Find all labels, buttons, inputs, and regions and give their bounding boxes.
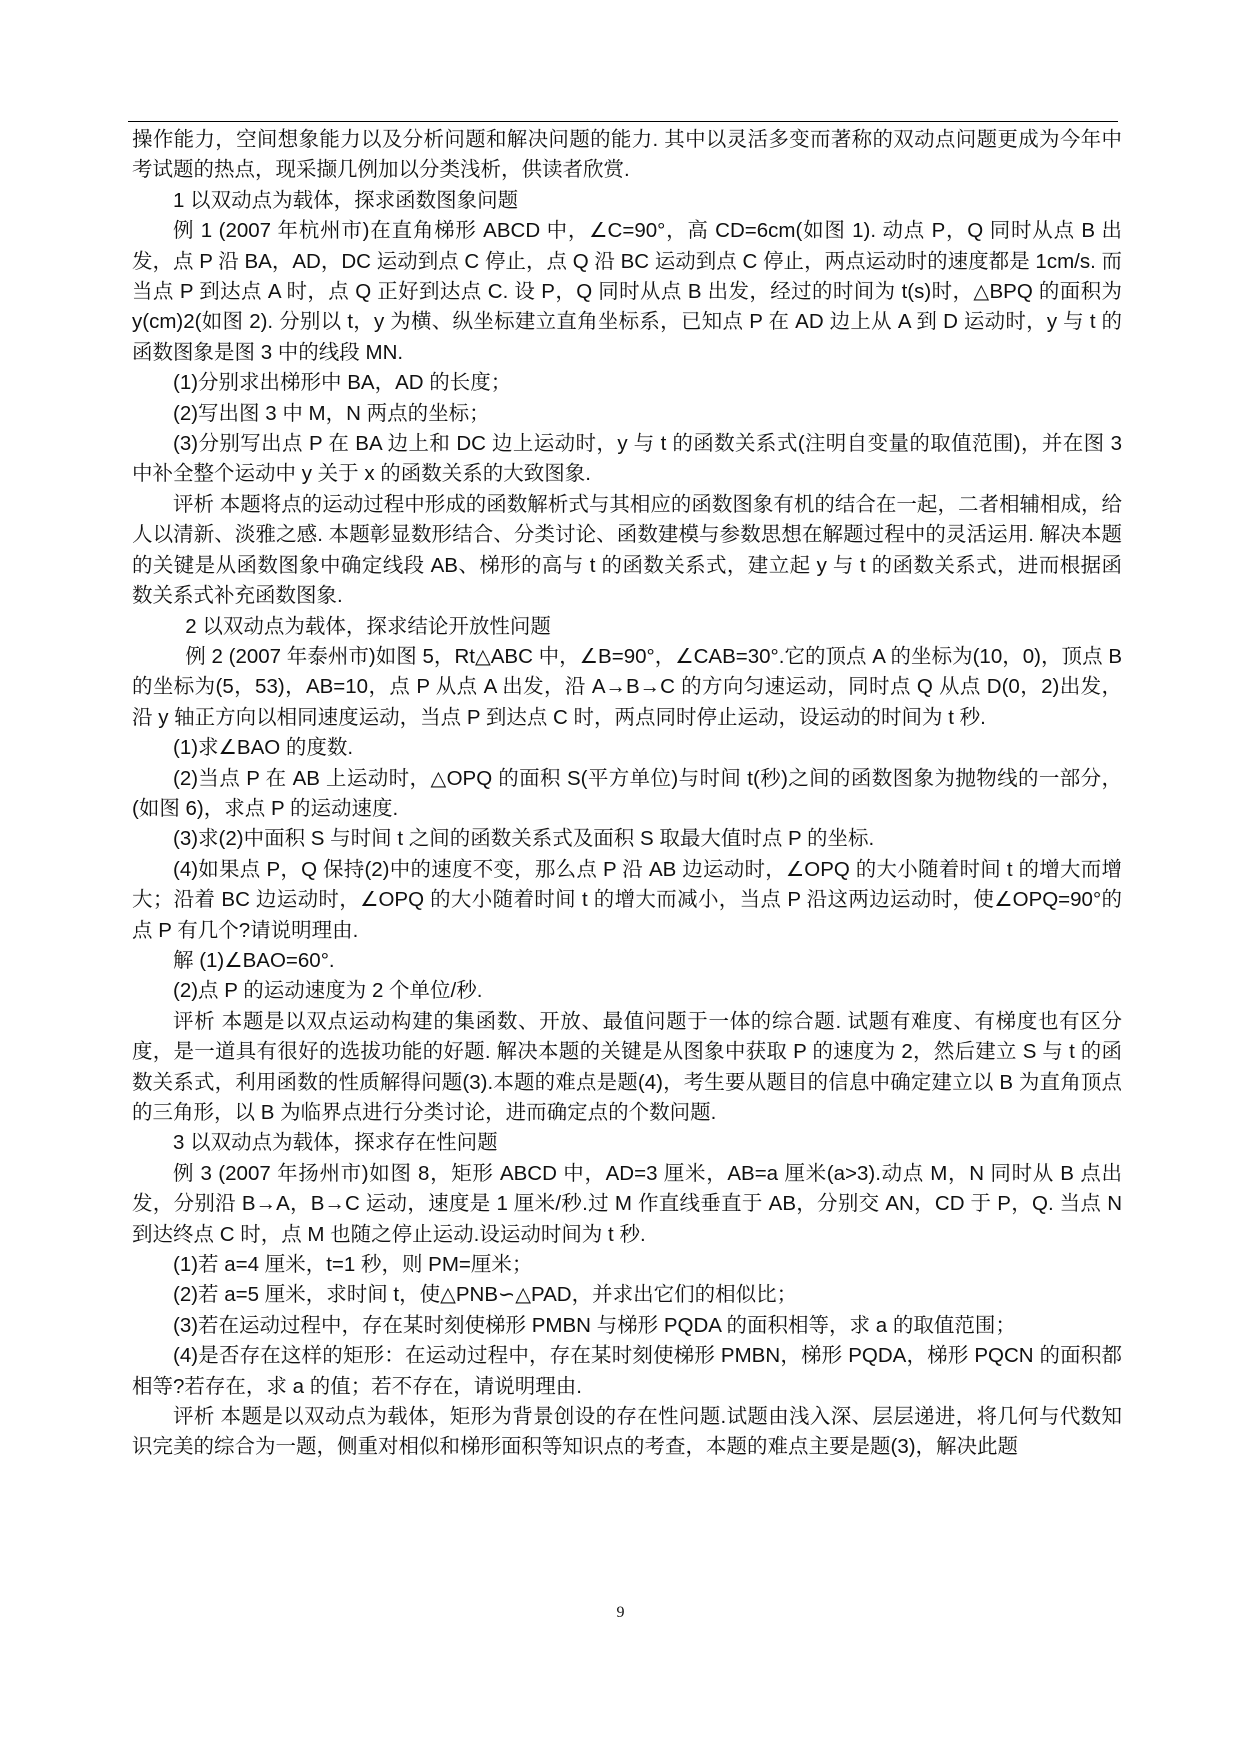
example-1-question-3: (3)分别写出点 P 在 BA 边上和 DC 边上运动时，y 与 t 的函数关系式(注明自变量的取值范围)，并在图 3 中补全整个运动中 y 关于 x 的函数关系的大致图象. <box>132 432 1122 486</box>
example-3-question-1: (1)若 a=4 厘米，t=1 秒，则 PM=厘米； <box>173 1253 533 1277</box>
example-2-question-4: (4)如果点 P，Q 保持(2)中的速度不变，那么点 P 沿 AB 边运动时，∠OPQ 的大小随着时间 t 的增大而增大；沿着 BC 边运动时，∠OPQ 的大小随着时间 t 的增大而减小，当点 P 沿这两边运动时，使∠OPQ=90°的点 P 有几个?请说明理由. <box>132 857 1122 942</box>
example-2-paragraph: 例 2 (2007 年泰州市)如图 5，Rt△ABC 中，∠B=90°，∠CAB=30°.它的顶点 A 的坐标为(10，0)，顶点 B 的坐标为(5，53)，AB=10，点 P 从点 A 出发，沿 A→B→C 的方向匀速运动，同时点 Q 从点 D(0，2)出发，沿 y 轴正方向以相同速度运动，当点 P 到达点 C 时，两点同时停止运动，设运动的时间为 t 秒. <box>132 644 1122 729</box>
example-3-paragraph: 例 3 (2007 年扬州市)如图 8，矩形 ABCD 中，AD=3 厘米，AB=a 厘米(a>3).动点 M，N 同时从 B 点出发，分别沿 B→A，B→C 运动，速度是 1 厘米/秒.过 M 作直线垂直于 AB，分别交 AN，CD 于 P，Q. 当点 N 到达终点 C 时，点 M 也随之停止运动.设运动时间为 t 秒. <box>132 1161 1122 1246</box>
example-3-question-3: (3)若在运动过程中，存在某时刻使梯形 PMBN 与梯形 PQDA 的面积相等，求 a 的取值范围； <box>173 1313 1016 1337</box>
example-2-question-3: (3)求(2)中面积 S 与时间 t 之间的函数关系式及面积 S 取最大值时点 P 的坐标. <box>173 827 875 851</box>
example-2-question-2: (2)当点 P 在 AB 上运动时，△OPQ 的面积 S(平方单位)与时间 t(秒)之间的函数图象为抛物线的一部分，(如图 6)，求点 P 的运动速度. <box>132 766 1122 820</box>
section-3-heading: 3 以双动点为载体，探求存在性问题 <box>173 1131 498 1155</box>
example-1-question-2: (2)写出图 3 中 M，N 两点的坐标； <box>173 401 490 425</box>
article-body <box>132 125 1122 1463</box>
page-number: 9 <box>616 1604 625 1621</box>
section-1-heading: 1 以双动点为载体，探求函数图象问题 <box>173 188 519 212</box>
example-3-analysis: 评析 本题是以双动点为载体，矩形为背景创设的存在性问题.试题由浅入深、层层递进，将几何与代数知识完美的综合为一题，侧重对相似和梯形面积等知识点的考查，本题的难点主要是题(3)，解决此题 <box>132 1405 1122 1459</box>
example-2-question-1: (1)求∠BAO 的度数. <box>173 736 354 760</box>
example-3-question-2: (2)若 a=5 厘米，求时间 t，使△PNB∽△PAD，并求出它们的相似比； <box>173 1283 798 1307</box>
example-1-analysis: 评析 本题将点的运动过程中形成的函数解析式与其相应的函数图象有机的结合在一起，二者相辅相成，给人以清新、淡雅之感. 本题彰显数形结合、分类讨论、函数建模与参数思想在解题过程中的灵活运用. 解决本题的关键是从函数图象中确定线段 AB、梯形的高与 t 的函数关系式，建立起 y 与 t 的函数关系式，进而根据函数关系式补充函数图象. <box>132 492 1122 608</box>
example-2-solution-2: (2)点 P 的运动速度为 2 个单位/秒. <box>173 979 483 1003</box>
example-1-paragraph: 例 1 (2007 年杭州市)在直角梯形 ABCD 中，∠C=90°，高 CD=6cm(如图 1). 动点 P，Q 同时从点 B 出发，点 P 沿 BA，AD，DC 运动到点 C 停止，点 Q 沿 BC 运动到点 C 停止，两点运动时的速度都是 1cm/s. 而当点 P 到达点 A 时，点 Q 正好到达点 C. 设 P，Q 同时从点 B 出发，经过的时间为 t(s)时，△BPQ 的面积为 y(cm)2(如图 2). 分别以 t，y 为横、纵坐标建立直角坐标系，已知点 P 在 AD 边上从 A 到 D 运动时，y 与 t 的函数图象是图 3 中的线段 MN. <box>132 219 1122 364</box>
example-2-analysis: 评析 本题是以双点运动构建的集函数、开放、最值问题于一体的综合题. 试题有难度、有梯度也有区分度，是一道具有很好的选拔功能的好题. 解决本题的关键是从图象中获取 P 的速度为 2，然后建立 S 与 t 的函数关系式，利用函数的性质解得问题(3).本题的难点是题(4)，考生要从题目的信息中确定建立以 B 为直角顶点的三角形，以 B 为临界点进行分类讨论，进而确定点的个数问题. <box>132 1009 1122 1124</box>
example-1-question-1: (1)分别求出梯形中 BA，AD 的长度； <box>173 371 512 395</box>
example-2-solution-1: 解 (1)∠BAO=60°. <box>173 948 335 972</box>
section-2-heading: 2 以双动点为载体，探求结论开放性问题 <box>185 614 551 638</box>
intro-paragraph: 操作能力，空间想象能力以及分析问题和解决问题的能力. 其中以灵活多变而著称的双动点问题更成为今年中考试题的热点，现采撷几例加以分类浅析，供读者欣赏. <box>132 128 1122 182</box>
example-3-question-4: (4)是否存在这样的矩形：在运动过程中，存在某时刻使梯形 PMBN，梯形 PQDA，梯形 PQCN 的面积都相等?若存在，求 a 的值；若不存在，请说明理由. <box>132 1344 1122 1398</box>
header-rule <box>128 121 1118 122</box>
